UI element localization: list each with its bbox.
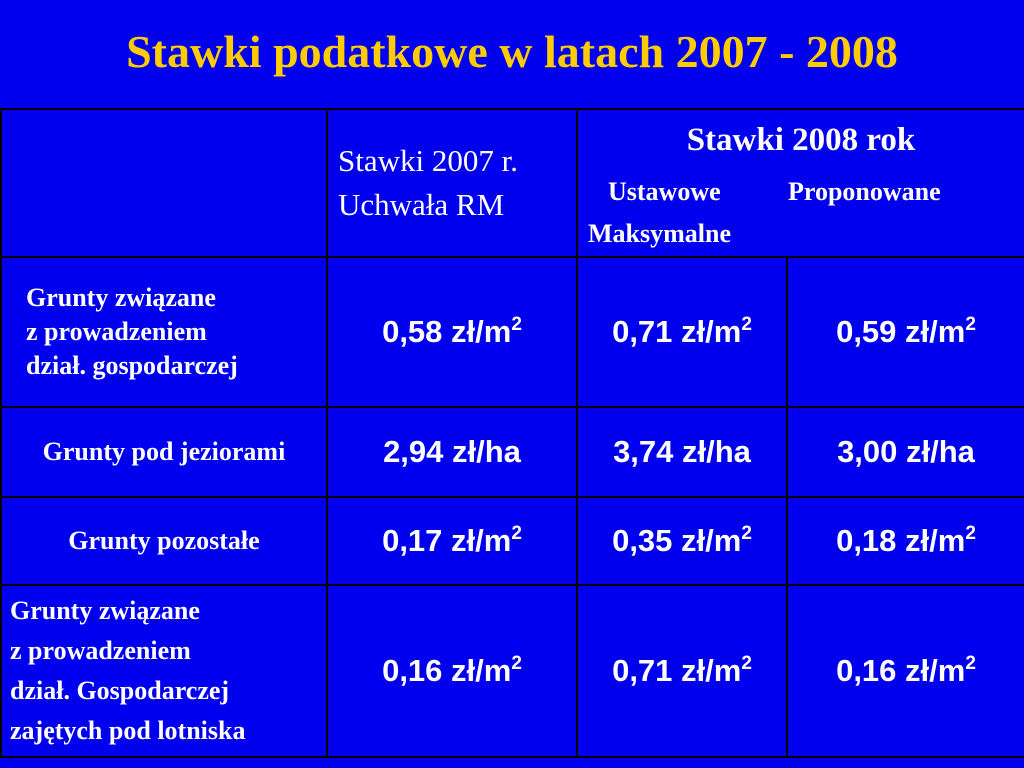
unit-exponent: 2 xyxy=(965,653,976,674)
row-label-line: Grunty pozostałe xyxy=(68,526,260,555)
row-label xyxy=(1,497,327,585)
unit-exponent: 2 xyxy=(741,314,752,335)
unit-exponent: 2 xyxy=(511,653,522,674)
rate-2007-cell xyxy=(327,585,577,757)
header-2007-cell xyxy=(327,109,577,257)
slide-title: Stawki podatkowe w latach 2007 - 2008 xyxy=(126,26,898,77)
header-2008-proposed: Proponowane xyxy=(788,177,941,206)
rate-value: 0,71 zł/m xyxy=(612,653,742,688)
unit-exponent: 2 xyxy=(741,653,752,674)
table-row xyxy=(1,585,1024,757)
row-label-line: zajętych pod lotniska xyxy=(10,716,246,745)
row-label-line: z prowadzeniem xyxy=(10,636,191,665)
row-label xyxy=(1,585,327,757)
row-label-line: dział. gospodarczej xyxy=(26,351,238,380)
rate-max-cell xyxy=(577,257,787,407)
rate-value: 2,94 zł/ha xyxy=(383,434,521,469)
rate-2007-cell xyxy=(327,257,577,407)
row-label-line: dział. Gospodarczej xyxy=(10,676,230,705)
row-label-line: z prowadzeniem xyxy=(26,317,207,346)
table-row xyxy=(1,257,1024,407)
rate-2007-cell xyxy=(327,497,577,585)
rate-max-cell xyxy=(577,585,787,757)
header-empty-cell xyxy=(1,109,327,257)
rate-max-cell xyxy=(577,407,787,497)
rate-proposed-cell xyxy=(787,497,1024,585)
header-2008-cell xyxy=(577,109,1024,257)
rate-proposed-cell xyxy=(787,257,1024,407)
rate-value: 3,00 zł/ha xyxy=(837,434,975,469)
header-2007-line1: Stawki 2007 r. xyxy=(338,143,518,178)
unit-exponent: 2 xyxy=(741,523,752,544)
tax-rates-table xyxy=(0,108,1024,758)
row-label-line: Grunty związane xyxy=(26,283,216,312)
rate-value: 0,58 zł/m xyxy=(382,314,512,349)
rate-value: 0,16 zł/m xyxy=(836,653,966,688)
row-label-line: Grunty związane xyxy=(10,596,200,625)
rate-proposed-cell xyxy=(787,407,1024,497)
rate-value: 0,35 zł/m xyxy=(612,523,742,558)
rate-proposed-cell xyxy=(787,585,1024,757)
rate-2007-cell xyxy=(327,407,577,497)
rate-max-cell xyxy=(577,497,787,585)
unit-exponent: 2 xyxy=(511,523,522,544)
rate-value: 0,18 zł/m xyxy=(836,523,966,558)
header-row xyxy=(1,109,1024,257)
rate-value: 0,17 zł/m xyxy=(382,523,512,558)
header-2008-title: Stawki 2008 rok xyxy=(686,122,916,158)
table-row xyxy=(1,407,1024,497)
unit-exponent: 2 xyxy=(965,523,976,544)
header-2008-max-line1: Ustawowe xyxy=(608,177,721,206)
row-label xyxy=(1,257,327,407)
header-2008-max-line2: Maksymalne xyxy=(588,219,731,248)
header-2007-line2: Uchwała RM xyxy=(338,187,505,222)
unit-exponent: 2 xyxy=(965,314,976,335)
table-row xyxy=(1,497,1024,585)
rate-value: 0,71 zł/m xyxy=(612,314,742,349)
unit-exponent: 2 xyxy=(511,314,522,335)
rate-value: 0,16 zł/m xyxy=(382,653,512,688)
rate-value: 3,74 zł/ha xyxy=(613,434,751,469)
rate-value: 0,59 zł/m xyxy=(836,314,966,349)
row-label-line: Grunty pod jeziorami xyxy=(42,437,286,466)
row-label xyxy=(1,407,327,497)
